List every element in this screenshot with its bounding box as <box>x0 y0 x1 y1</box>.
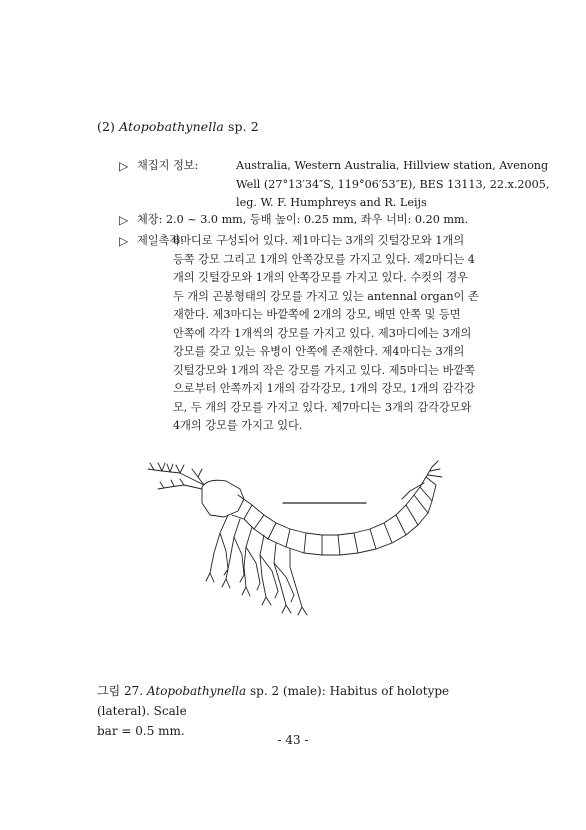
antenna-line: 깃털강모와 1개의 작은 강모를 가지고 있다. 제5마디는 바깥쪽 <box>173 363 476 377</box>
collection-label: 채집지 정보: <box>137 159 199 172</box>
antenna-line: 안쪽에 각각 1개씩의 강모를 가지고 있다. 제3마디에는 3개의 <box>173 326 472 340</box>
heading-genus: Atopobathynella <box>119 119 224 134</box>
collection-line: Australia, Western Australia, Hillview station, Avenong <box>236 159 549 172</box>
page-number: - 43 - <box>277 733 309 747</box>
antenna-line: 등쪽 강모 그리고 1개의 안쪽강모를 가지고 있다. 제2마디는 4 <box>173 252 475 266</box>
antenna-line: 4개의 강모를 가지고 있다. <box>173 419 303 432</box>
figure-caption <box>97 681 492 741</box>
antenna-line: 개의 깃털강모와 1개의 안쪽강모를 가지고 있다. 수컷의 경우 <box>173 271 468 284</box>
triangle-bullet-icon: ▷ <box>119 213 129 227</box>
specimen-figure <box>140 455 450 655</box>
antenna-line: 6마디로 구성되어 있다. 제1마디는 3개의 깃털강모와 1개의 <box>173 234 465 247</box>
antenna-line: 재한다. 제3마디는 바깥쪽에 2개의 강모, 배면 안쪽 및 등면 <box>173 308 461 321</box>
size-text <box>137 211 507 230</box>
antenna-line: 두 개의 곤봉형태의 강모를 가지고 있는 antennal organ이 존 <box>173 289 479 303</box>
triangle-bullet-icon: ▷ <box>119 159 129 173</box>
collection-line: Well (27°13′34″S, 119°06′53″E), BES 13113, 22.x.2005, <box>236 177 550 191</box>
collection-line: leg. W. F. Humphreys and R. Leijs <box>236 196 427 209</box>
antenna-line: 으로부터 안쪽까지 1개의 감각강모, 1개의 강모, 1개의 감각강 <box>173 382 475 395</box>
size-line: 체장: 2.0 ~ 3.0 mm, 등배 높이: 0.25 mm, 좌우 너비: 0.20 mm. <box>137 213 469 226</box>
heading-number: (2) <box>97 119 116 134</box>
caption-genus: Atopobathynella <box>146 684 247 698</box>
caption-text-line2: bar = 0.5 mm. <box>97 724 185 738</box>
antenna-text <box>173 232 489 436</box>
caption-text: sp. 2 (male): Habitus of holotype (lateral). Scale <box>97 684 450 718</box>
triangle-bullet-icon: ▷ <box>119 234 129 248</box>
caption-prefix: 그림 27. <box>97 684 144 698</box>
species-heading <box>97 119 259 134</box>
heading-species: sp. 2 <box>228 119 259 134</box>
antenna-label: 제일촉각: <box>137 234 184 247</box>
antenna-line: 모, 두 개의 강모를 가지고 있다. 제7마디는 3개의 감각강모와 <box>173 400 472 414</box>
antenna-line: 강모를 갖고 있는 유병이 안쪽에 존재한다. 제4마디는 3개의 <box>173 345 465 358</box>
collection-text <box>236 157 550 213</box>
amphipod-drawing <box>140 455 450 655</box>
